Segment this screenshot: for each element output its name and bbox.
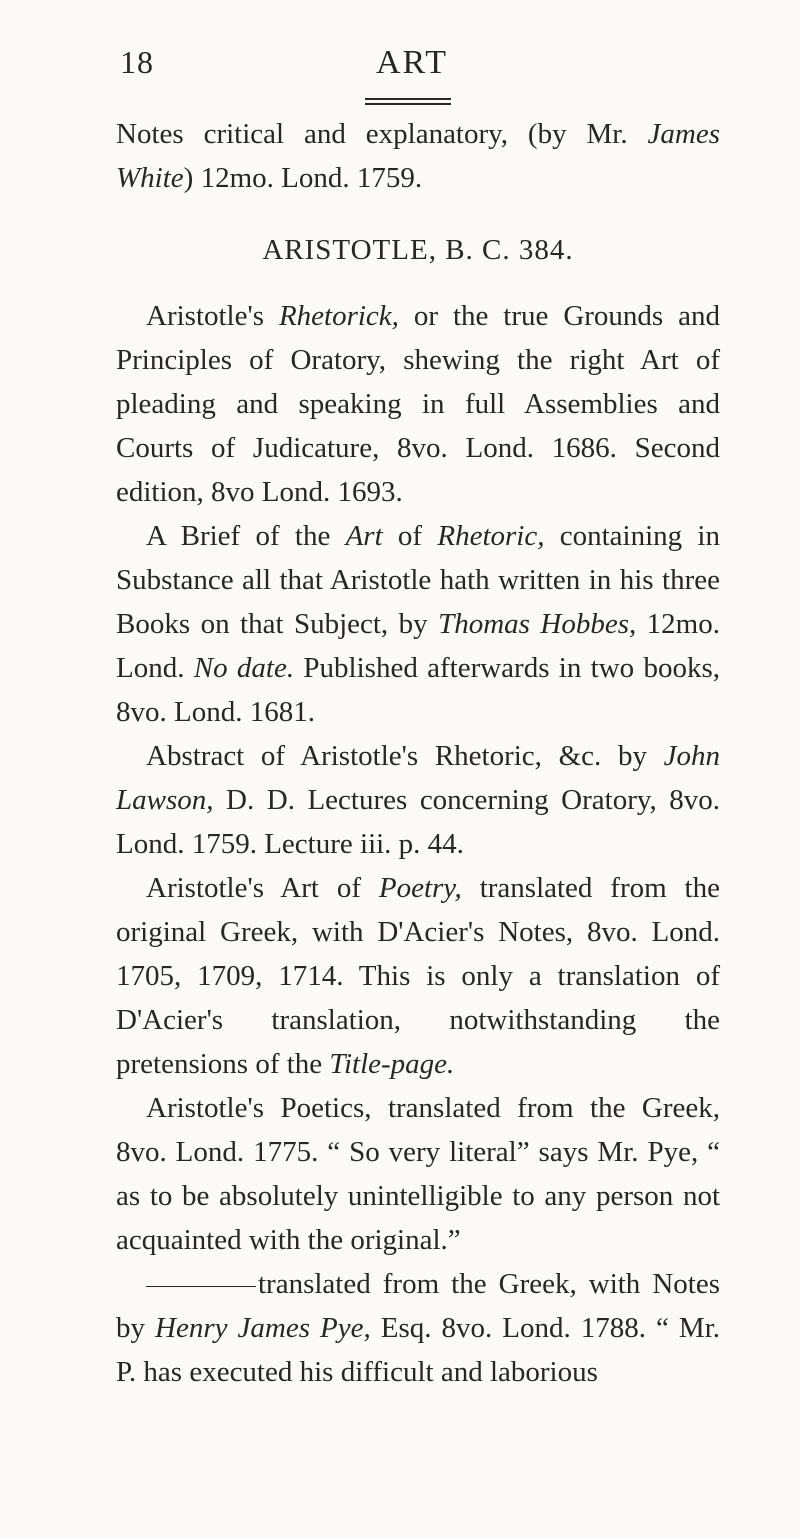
running-head: ART [376,44,448,81]
section-heading: ARISTOTLE, B. C. 384. [262,234,574,266]
ditto-dash [146,1286,256,1287]
entry-abstract-rhetoric: Abstract of Aristotle's Rhetoric, &c. by John Lawson, D. D. Lectures concerning Oratory, 8vo. Lond. 1759. Lecture iii. p. 44. [116,740,720,860]
entry-notes-critical: Notes critical and explanatory, (by Mr. James White) 12mo. Lond. 1759. [116,118,720,194]
page-body [116,112,720,1394]
page-header [120,44,680,94]
entry-art-of-poetry: Aristotle's Art of Poetry, translated from the original Greek, with D'Acier's Notes, 8vo. Lond. 1705, 1709, 1714. This is only a translation of D'Acier's translation, notwithstanding the pretensions of the Title-page. [116,872,720,1080]
entry-brief-of-art: A Brief of the Art of Rhetoric, containing in Substance all that Aristotle hath written in his three Books on that Subject, by Thomas Hobbes, 12mo. Lond. No date. Published afterwards in two books, 8vo. Lond. 1681. [116,520,720,728]
header-rule [365,98,451,105]
entry-rhetorick: Aristotle's Rhetorick, or the true Grounds and Principles of Oratory, shewing the right Art of pleading and speaking in full Assemblies and Courts of Judicature, 8vo. Lond. 1686. Second edition, 8vo Lond. 1693. [116,300,720,508]
page-number: 18 [120,44,154,80]
entry-poetics: Aristotle's Poetics, translated from the Greek, 8vo. Lond. 1775. “ So very literal” says Mr. Pye, “ as to be absolutely unintelligible to any person not acquainted with the original.” [116,1092,720,1256]
entry-poetics-pye: translated from the Greek, with Notes by Henry James Pye, Esq. 8vo. Lond. 1788. “ Mr. P. has executed his difficult and laborious [116,1268,721,1388]
